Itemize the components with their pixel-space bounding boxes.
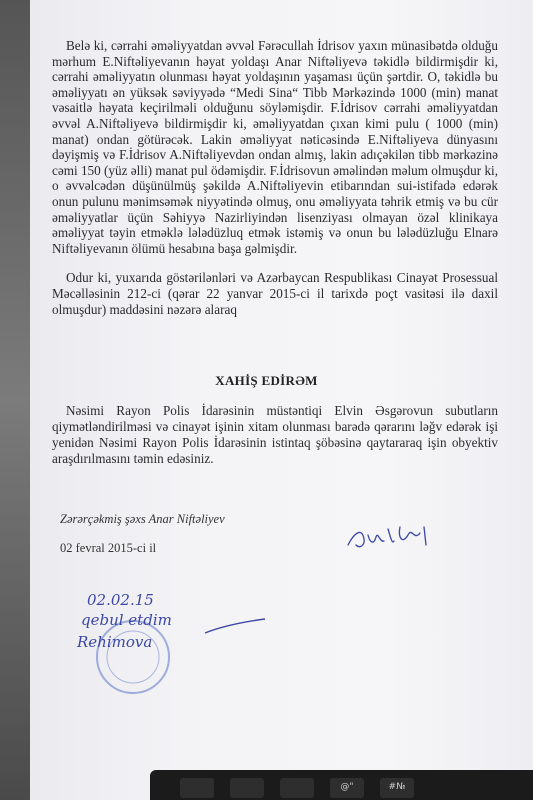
desk-background xyxy=(0,0,30,800)
receipt-stamp-area xyxy=(55,585,285,705)
handwritten-date: 02.02.15 xyxy=(87,591,154,609)
keyboard-key xyxy=(230,778,264,798)
keyboard-key: #№ xyxy=(380,778,414,798)
keyboard-key: @" xyxy=(330,778,364,798)
document-date: 02 fevral 2015-ci il xyxy=(60,541,157,555)
handwritten-name: Rehimova xyxy=(77,633,153,651)
signature-image xyxy=(340,505,440,565)
paragraph-2: Odur ki, yuxarıda göstərilənləri və Azərbaycan Respublikası Cinayət Prosessual Məcəlləsinin 212-ci (qərar 22 yanvar 2015-ci il tarixdə poçt vasitəsi ilə daxil olmuşdur) maddəsini nəzərə alaraq xyxy=(52,270,498,317)
keyboard-edge xyxy=(150,770,533,800)
keyboard-key xyxy=(280,778,314,798)
document-body xyxy=(52,38,498,317)
keyboard-key xyxy=(180,778,214,798)
request-text: Nəsimi Rayon Polis İdarəsinin müstəntiqi Elvin Əsgərovun subutların qiymətləndirilməsi və cinayət işinin xitam olunması barədə qərarını ləğv edərək işi yenidən Nəsimi Rayon Polis İdarəsinin istintaq şöbəsinə qaytararaq işin obyektiv araşdırılmasını təmin edəsiniz. xyxy=(52,403,498,466)
paragraph-1: Belə ki, cərrahi əməliyyatdan əvvəl Fərəcullah İdrisov yaxın münasibətdə olduğu mərhum E.Niftəliyevanın həyat yoldaşı Anar Niftəliyevə təkidlə bildirmişdir ki, cərrahi əməliyyatın olunması həyat yoldaşının yaşaması üçün şərtdir. O, təkidlə bu əməliyyatı ən yüksək səviyyədə “Medi Sina“ Tibb Mərkəzində 1000 (min) manat vəsaitlə həyata keçirilməli olduğunu söyləmişdir. F.İdrisov cərrahi əməliyyatdan əvvəl A.Niftəliyevə bildirmişdir ki, əməliyyatdan çıxan kimi pulu ( 1000 (min) manat) ondan götürəcək. Lakin əməliyyat nəticəsində E.Niftəliyeva dünyasını dəyişmiş və F.İdrisov A.Niftəliyevdən ondan almış, lakin adıçəkilən tibb mərkəzinə cəmi 150 (yüz əlli) manat pul ödəmişdir. F.İdrisovun əməlindən məlum olmuşdur ki, o əvvəlcədən düşünülmüş şəkildə A.Niftəliyevin etibarından sui-istifadə edərək onun pulunu mənimsəmək niyyətində olmuş, onu əməliyyata təhrik etmiş və bu cür əməliyyatlar üçün Səhiyyə Nazirliyindən lisenziyası olmayan özəl klinikaya əməliyyat təyin etməklə lələdüzluq etmək istəmiş və onun bu lələdüzluğu Elnarə Niftəliyevanın ölümü hesabına başa gəlmişdir. xyxy=(52,38,498,256)
handwritten-received: qebul etdim xyxy=(81,611,172,629)
applicant-line: Zərərçəkmiş şəxs Anar Niftəliyev xyxy=(60,512,225,526)
request-heading: XAHİŞ EDİRƏM xyxy=(215,373,318,388)
